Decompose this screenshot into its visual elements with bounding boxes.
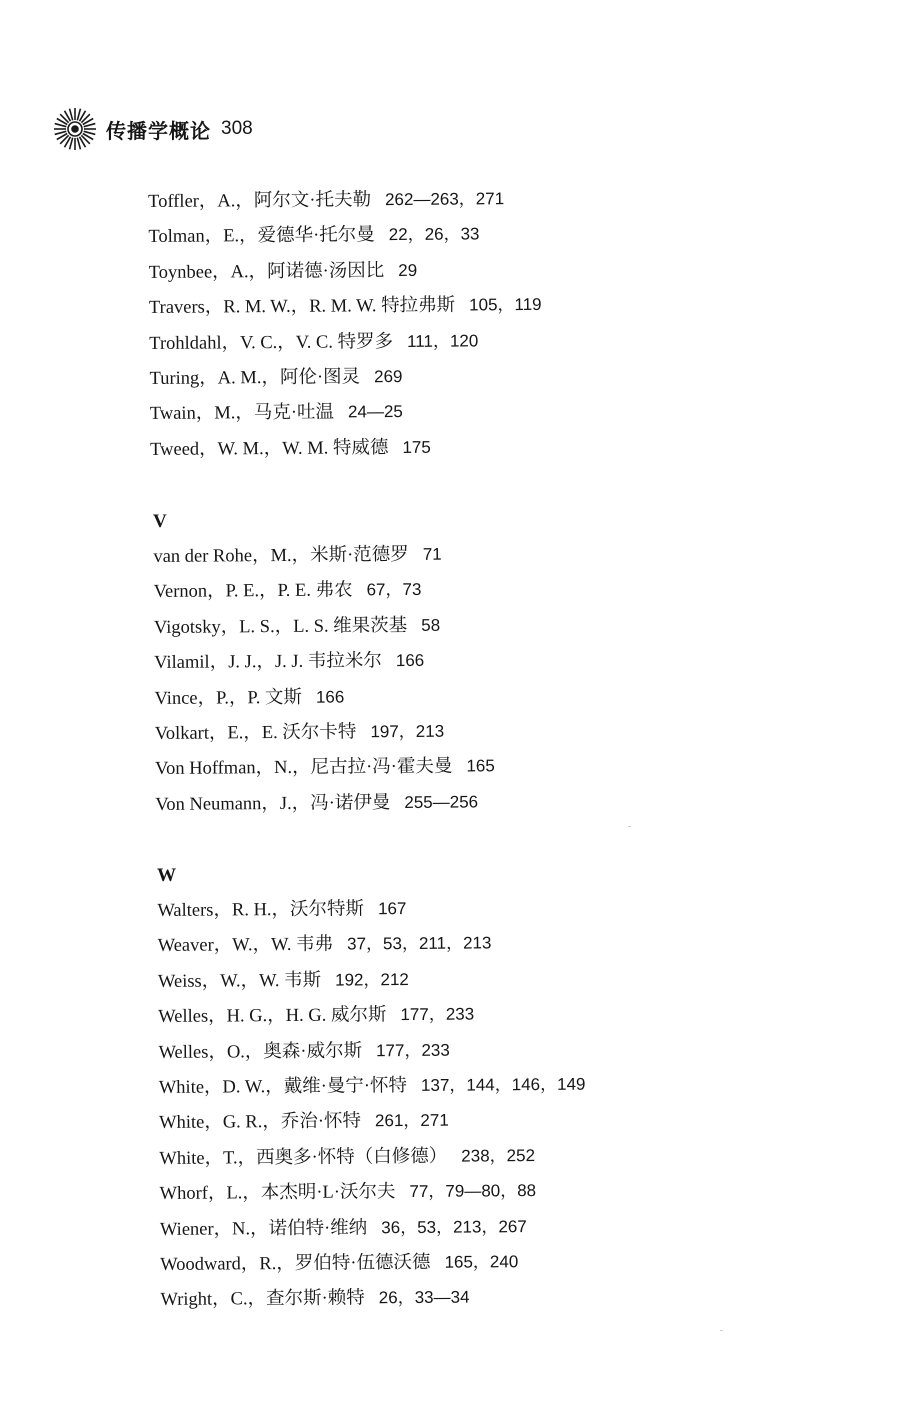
- entry-pages: 22，26，33: [388, 224, 480, 245]
- entry-pages: 166: [395, 651, 425, 671]
- index-entry: [149, 287, 542, 325]
- entry-name: Toffler，A.，阿尔文·托夫勒: [148, 190, 372, 212]
- index-entry: [149, 252, 542, 290]
- entry-pages: 29: [398, 260, 418, 280]
- entry-name: White，G. R.，乔治·怀特: [158, 1111, 362, 1134]
- entry-name: Welles，H. G.，H. G. 威尔斯: [158, 1005, 387, 1028]
- index-entry: [159, 1173, 586, 1212]
- index-entry: [153, 536, 493, 574]
- entry-name: Weiss，W.，W. 韦斯: [157, 970, 322, 992]
- index-entry: [159, 1067, 586, 1106]
- section-letter: V: [153, 510, 167, 532]
- entry-pages: 165，240: [444, 1252, 519, 1272]
- index-entry: [155, 713, 495, 751]
- entry-name: Vilamil，J. J.，J. J. 韦拉米尔: [154, 651, 382, 674]
- entry-name: Weaver，W.，W. 韦弗: [157, 935, 334, 957]
- index-entry: [150, 393, 543, 431]
- entry-name: Twain，M.，马克·吐温: [149, 402, 335, 425]
- entry-name: Tweed，W. M.，W. M. 特威德: [150, 437, 389, 460]
- entry-pages: 137，144，146，149: [420, 1074, 586, 1095]
- entry-name: Wright，C.，查尔斯·赖特: [160, 1288, 365, 1311]
- entry-name: Turing，A. M.，阿伦·图灵: [149, 367, 361, 389]
- entry-name: Welles，O.，奥森·威尔斯: [158, 1040, 363, 1063]
- entry-name: Von Hoffman，N.，尼古拉·冯·霍夫曼: [154, 757, 453, 780]
- entry-name: Vernon，P. E.，P. E. 弗农: [153, 580, 353, 603]
- index-entry: [159, 1137, 586, 1176]
- scan-speck: [720, 1330, 723, 1331]
- entry-name: Walters，R. H.，沃尔特斯: [157, 899, 365, 921]
- index-entry: [149, 322, 542, 360]
- entry-name: White，T.，西奥多·怀特（白修德）: [159, 1146, 448, 1169]
- index-entry: [149, 358, 542, 396]
- entry-pages: 77，79—80，88: [409, 1181, 537, 1202]
- entry-pages: 177，233: [375, 1040, 450, 1060]
- entry-pages: 67，73: [366, 580, 422, 600]
- entry-name: Woodward，R.，罗伯特·伍德沃德: [160, 1252, 431, 1275]
- entry-pages: 175: [402, 437, 431, 457]
- entry-name: Von Neumann，J.，冯·诺伊曼: [155, 792, 391, 815]
- entry-pages: 105，119: [469, 295, 542, 315]
- book-title: 传播学概论: [106, 118, 211, 143]
- entry-name: Travers，R. M. W.，R. M. W. 特拉弗斯: [148, 295, 456, 319]
- index-entry: [158, 960, 585, 999]
- entry-pages: 261，271: [374, 1111, 449, 1131]
- index-entry: [148, 181, 541, 219]
- index-entry: [154, 678, 494, 716]
- index-entry: [154, 607, 494, 645]
- entry-pages: 165: [466, 756, 495, 776]
- scan-speck: [628, 826, 631, 827]
- index-entry: [148, 216, 541, 254]
- entry-pages: 167: [377, 899, 407, 919]
- index-entry: [160, 1244, 587, 1283]
- index-entry: [158, 1031, 585, 1070]
- entry-pages: 269: [373, 366, 403, 387]
- entry-list: [148, 181, 543, 467]
- entry-pages: 177，233: [400, 1004, 475, 1025]
- entry-list: [157, 890, 587, 1318]
- section-letter: W: [157, 864, 177, 886]
- index-entry: [155, 784, 495, 822]
- entry-name: Volkart，E.，E. 沃尔卡特: [154, 722, 357, 744]
- page-number: 308: [221, 118, 253, 139]
- index-entry: [160, 1208, 587, 1247]
- entry-name: Vigotsky，L. S.，L. S. 维果茨基: [153, 615, 408, 638]
- entry-pages: 192，212: [335, 969, 409, 990]
- index-entry: [150, 429, 543, 467]
- entry-name: Trohldahl，V. C.，V. C. 特罗多: [149, 331, 394, 354]
- index-entry: [154, 642, 494, 680]
- entry-pages: 24—25: [347, 402, 403, 422]
- entry-list: [153, 536, 495, 822]
- index-entry: [158, 996, 585, 1035]
- entry-pages: 262—263，271: [384, 189, 505, 210]
- index-section-v: [153, 502, 495, 822]
- entry-name: Toynbee，A.，阿诺德·汤因比: [148, 260, 385, 283]
- index-entry: [158, 925, 585, 964]
- entry-name: Vince，P.，P. 文斯: [154, 687, 303, 709]
- entry-name: Wiener，N.，诺伯特·维纳: [159, 1217, 368, 1240]
- entry-pages: 36，53，213，267: [381, 1216, 527, 1237]
- entry-pages: 26，33—34: [378, 1287, 470, 1308]
- entry-name: Tolman，E.，爱德华·托尔曼: [148, 225, 375, 248]
- index-section-t: [148, 181, 543, 467]
- index-entry: [154, 572, 494, 610]
- entry-name: Whorf，L.，本杰明·L·沃尔夫: [159, 1182, 396, 1205]
- entry-pages: 111，120: [406, 330, 479, 351]
- entry-pages: 238，252: [461, 1145, 536, 1166]
- entry-pages: 197，213: [370, 721, 445, 742]
- entry-pages: 37，53，211，213: [347, 933, 492, 954]
- entry-pages: 71: [422, 544, 442, 564]
- index-entry: [155, 749, 495, 787]
- index-section-w: [157, 856, 587, 1318]
- index-entry: [157, 890, 584, 929]
- entry-name: van der Rohe，M.，米斯·范德罗: [153, 544, 409, 567]
- entry-name: White，D. W.，戴维·曼宁·怀特: [158, 1075, 408, 1098]
- entry-pages: 58: [421, 615, 441, 635]
- entry-pages: 166: [315, 687, 345, 707]
- index-entry: [159, 1102, 586, 1141]
- index-entry: [160, 1279, 587, 1318]
- entry-pages: 255—256: [404, 792, 479, 812]
